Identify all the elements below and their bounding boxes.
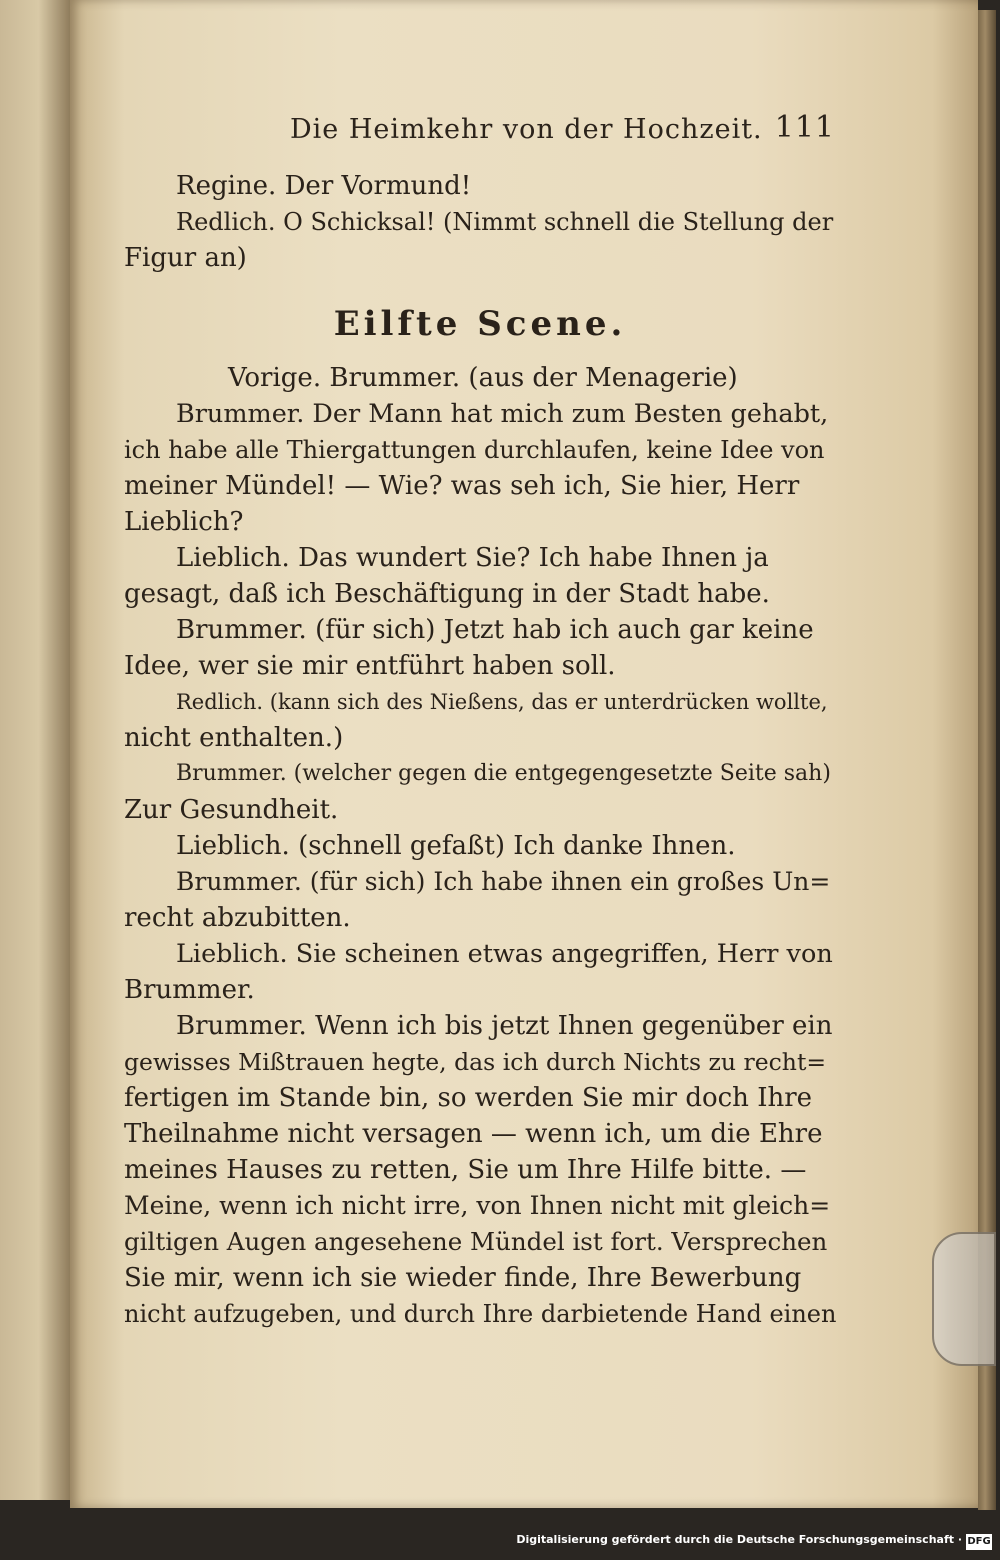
text-line: Brummer. (124, 975, 255, 1005)
text-line: meiner Mündel! — Wie? was seh ich, Sie hier, Herr (124, 471, 800, 501)
text-line: Brummer. Wenn ich bis jetzt Ihnen gegenüber ein (176, 1011, 833, 1041)
text-line: nicht aufzugeben, und durch Ihre darbietende Hand einen (124, 1300, 836, 1328)
text-line: Brummer. (welcher gegen die entgegengesetzte Seite sah) (176, 761, 831, 786)
text-line: Lieblich. Das wundert Sie? Ich habe Ihnen ja (176, 543, 769, 573)
text-line: Brummer. (für sich) Jetzt hab ich auch gar keine (176, 615, 814, 645)
body-text (124, 168, 836, 1332)
text-line: gewisses Mißtrauen hegte, das ich durch Nichts zu recht= (124, 1048, 827, 1076)
running-header (290, 110, 850, 154)
text-line: Idee, wer sie mir entführt haben soll. (124, 651, 616, 681)
page-clip (932, 1232, 996, 1366)
text-line: nicht enthalten.) (124, 723, 344, 753)
text-line: giltigen Augen angesehene Mündel ist fort. Versprechen (124, 1227, 828, 1256)
previous-page-edge (0, 0, 70, 1500)
digitization-credit: Digitalisierung gefördert durch die Deutsche Forschungsgemeinschaft · (516, 1533, 962, 1546)
text-line: meines Hauses zu retten, Sie um Ihre Hilfe bitte. — (124, 1155, 807, 1185)
text-line: Meine, wenn ich nicht irre, von Ihnen nicht mit gleich= (124, 1191, 831, 1220)
text-line: recht abzubitten. (124, 903, 351, 933)
text-line: fertigen im Stande bin, so werden Sie mir doch Ihre (124, 1083, 813, 1113)
text-line: Brummer. (für sich) Ich habe ihnen ein großes Un= (176, 867, 831, 896)
text-line: Lieblich. Sie scheinen etwas angegriffen, Herr von (176, 939, 833, 969)
text-line: Theilnahme nicht versagen — wenn ich, um die Ehre (124, 1119, 823, 1149)
text-line: Vorige. Brummer. (aus der Menagerie) (228, 363, 738, 393)
text-line: Redlich. (kann sich des Nießens, das er unterdrücken wollte, (176, 690, 828, 714)
text-line: Brummer. Der Mann hat mich zum Besten gehabt, (176, 399, 829, 429)
scene-heading: Eilfte Scene. (333, 304, 627, 344)
text-line: Zur Gesundheit. (124, 795, 339, 825)
text-line: Sie mir, wenn ich sie wieder finde, Ihre Bewerbung (124, 1263, 802, 1293)
text-line: Lieblich? (124, 507, 244, 537)
text-line: Figur an) (124, 243, 247, 273)
text-line: ich habe alle Thiergattungen durchlaufen, keine Idee von (124, 436, 825, 464)
running-title: Die Heimkehr von der Hochzeit. (290, 114, 763, 145)
page-number: 111 (774, 110, 835, 145)
dfg-logo: DFG (966, 1534, 992, 1550)
text-line: Lieblich. (schnell gefaßt) Ich danke Ihnen. (176, 831, 736, 861)
text-line: Regine. Der Vormund! (176, 171, 472, 201)
text-line: gesagt, daß ich Beschäftigung in der Stadt habe. (124, 579, 770, 609)
text-line: Redlich. O Schicksal! (Nimmt schnell die Stellung der (176, 208, 834, 236)
